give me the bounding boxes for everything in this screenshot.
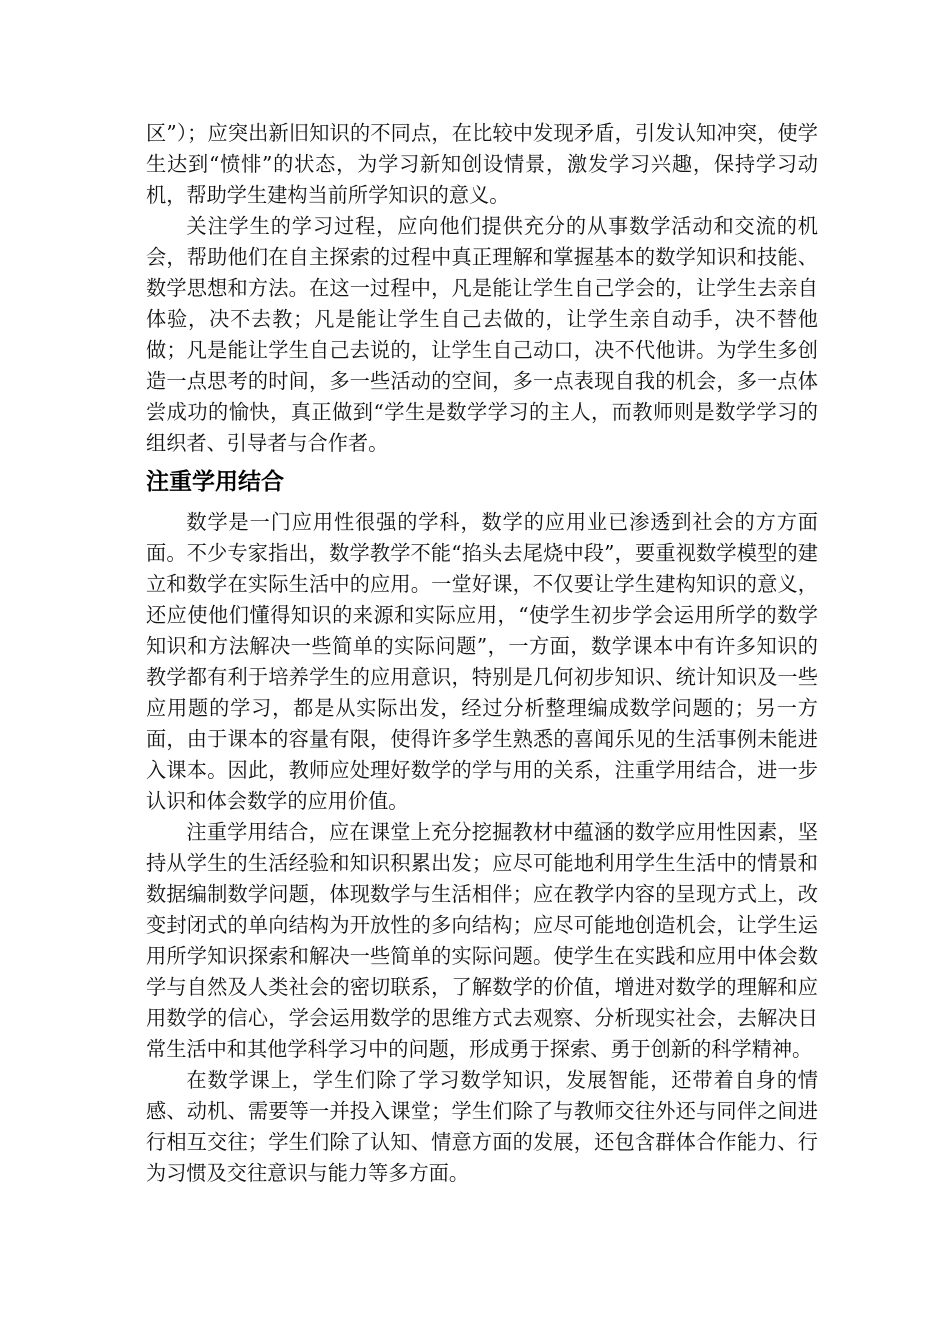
paragraph-math-application: 数学是一门应用性很强的学科，数学的应用业已渗透到社会的方方面面。不少专家指出，数学教学不能“掐头去尾烧中段”，要重视数学模型的建立和数学在实际生活中的应用。一堂好课，不仅要让学生建构知识的意义，还应使他们懂得知识的来源和实际应用，“使学生初步学会运用所学的数学知识和方法解决一些简单的实际问题”，一方面，数学课本中有许多知识的教学都有利于培养学生的应用意识，特别是几何初步知识、统计知识及一些应用题的学习，都是从实际出发，经过分析整理编成数学问题的；另一方面，由于课本的容量有限，使得许多学生熟悉的喜闻乐见的生活事例未能进入课本。因此，教师应处理好数学的学与用的关系，注重学用结合，进一步认识和体会数学的应用价值。 [146, 510, 818, 813]
section-heading: 注重学用结合 [146, 469, 284, 495]
document-page [146, 118, 818, 1189]
paragraph-continuation: 区”）；应突出新旧知识的不同点，在比较中发现矛盾，引发认知冲突，使学生达到“愤悱”的状态，为学习新知创设情景，激发学习兴趣，保持学习动机，帮助学生建构当前所学知识的意义。 [146, 121, 818, 207]
paragraph-combine-learning-use: 注重学用结合，应在课堂上充分挖掘教材中蕴涵的数学应用性因素，坚持从学生的生活经验和知识积累出发；应尽可能地利用学生生活中的情景和数据编制数学问题，体现数学与生活相伴；应在教学内容的呈现方式上，改变封闭式的单向结构为开放性的多向结构；应尽可能地创造机会，让学生运用所学知识探索和解决一些简单的实际问题。使学生在实践和应用中体会数学与自然及人类社会的密切联系，了解数学的价值，增进对数学的理解和应用数学的信心，学会运用数学的思维方式去观察、分析现实社会，去解决日常生活中和其他学科学习中的问题，形成勇于探索、勇于创新的科学精神。 [146, 820, 818, 1061]
paragraph-classroom-interaction: 在数学课上，学生们除了学习数学知识，发展智能，还带着自身的情感、动机、需要等一并投入课堂；学生们除了与教师交往外还与同伴之间进行相互交往；学生们除了认知、情意方面的发展，还包含群体合作能力、行为习惯及交往意识与能力等多方面。 [146, 1068, 818, 1185]
paragraph-learning-process: 关注学生的学习过程，应向他们提供充分的从事数学活动和交流的机会，帮助他们在自主探索的过程中真正理解和掌握基本的数学知识和技能、数学思想和方法。在这一过程中，凡是能让学生自己学会的，让学生去亲自体验，决不去教；凡是能让学生自己去做的，让学生亲自动手，决不替他做；凡是能让学生自己去说的，让学生自己动口，决不代他讲。为学生多创造一点思考的时间，多一些活动的空间，多一点表现自我的机会，多一点体尝成功的愉快，真正做到“学生是数学学习的主人，而教师则是数学学习的组织者、引导者与合作者。 [146, 214, 818, 455]
